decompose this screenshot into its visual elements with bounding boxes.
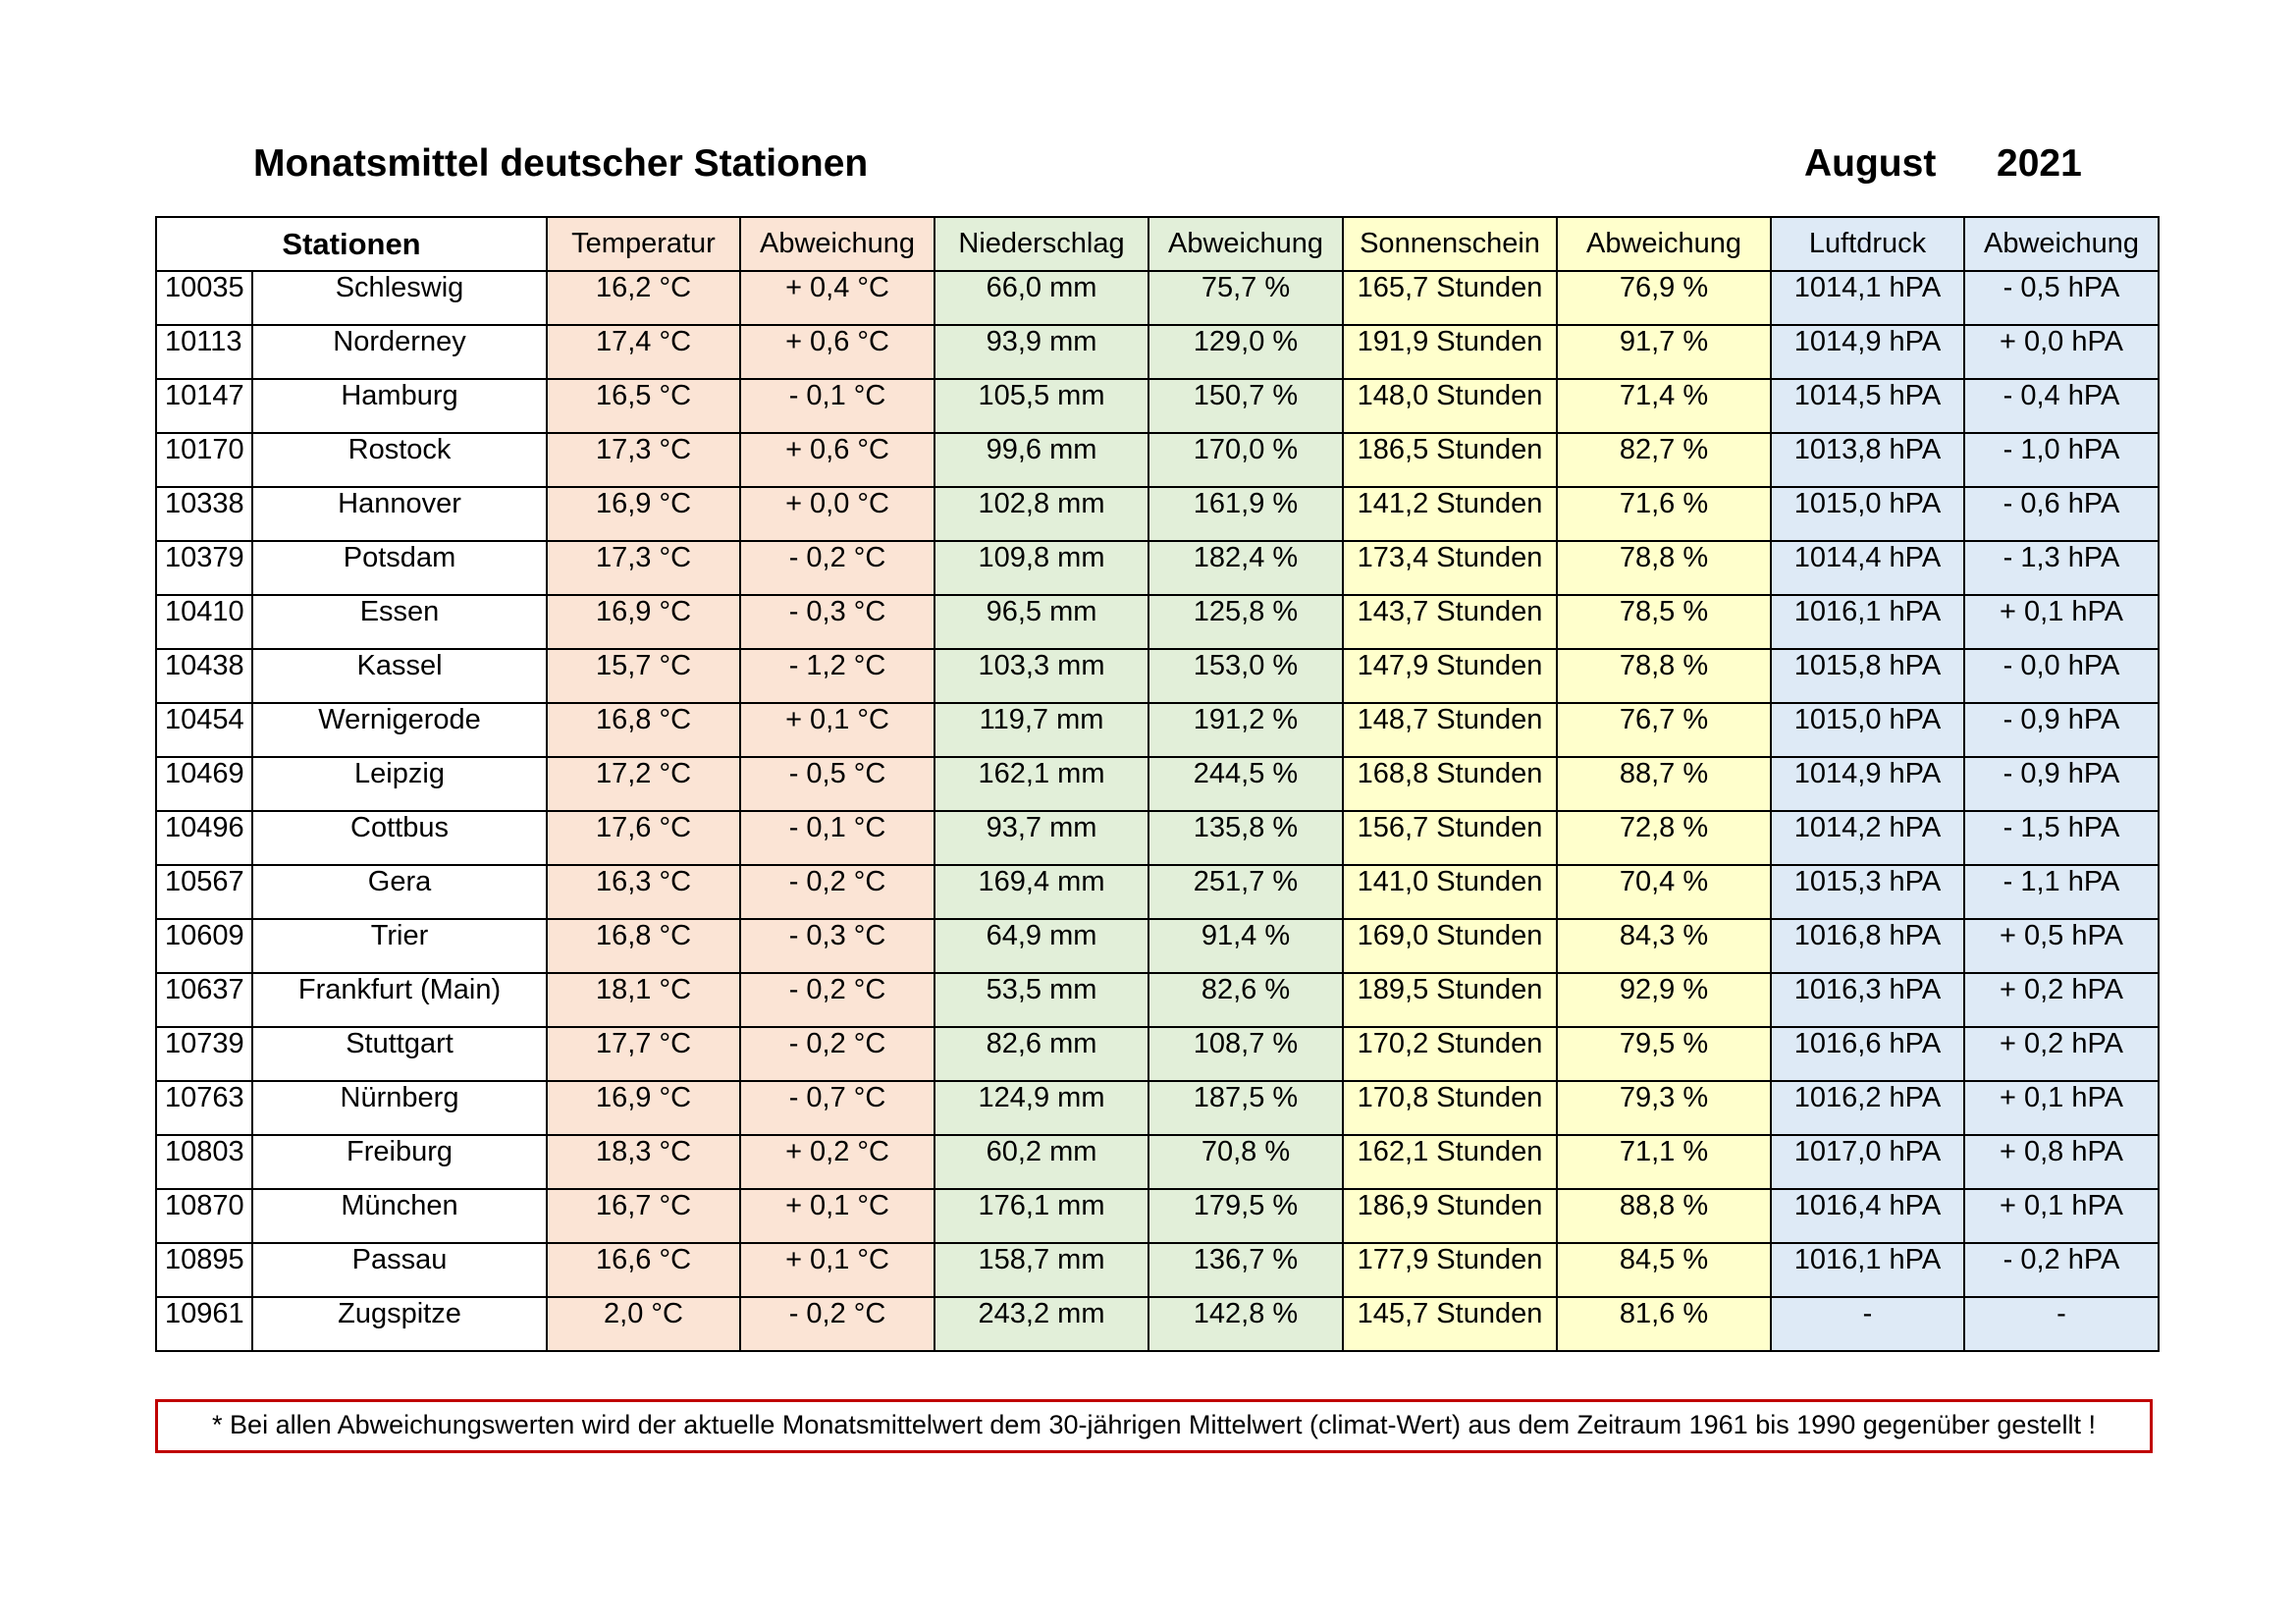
col-header-precipitation: Niederschlag [934,217,1148,271]
station-id: 10609 [156,919,252,973]
temp-deviation-cell: + 0,2 °C [740,1135,934,1189]
sun-deviation-cell: 79,3 % [1557,1081,1771,1135]
precipitation-cell: 60,2 mm [934,1135,1148,1189]
table-row [156,1189,2159,1243]
pressure-deviation-cell: + 0,5 hPA [1964,919,2159,973]
sunshine-cell: 143,7 Stunden [1343,595,1557,649]
station-name: Hamburg [252,379,547,433]
sunshine-cell: 191,9 Stunden [1343,325,1557,379]
table-row [156,649,2159,703]
temperature-cell: 18,1 °C [547,973,740,1027]
sun-deviation-cell: 84,3 % [1557,919,1771,973]
precipitation-cell: 243,2 mm [934,1297,1148,1351]
pressure-cell: 1016,3 hPA [1771,973,1964,1027]
temperature-cell: 17,3 °C [547,433,740,487]
table-row [156,379,2159,433]
pressure-cell: 1014,1 hPA [1771,271,1964,325]
station-id: 10895 [156,1243,252,1297]
col-header-precip-deviation: Abweichung [1148,217,1343,271]
temperature-cell: 17,4 °C [547,325,740,379]
pressure-cell: 1016,1 hPA [1771,595,1964,649]
temp-deviation-cell: - 1,2 °C [740,649,934,703]
temperature-cell: 16,6 °C [547,1243,740,1297]
station-id: 10961 [156,1297,252,1351]
sun-deviation-cell: 70,4 % [1557,865,1771,919]
station-id: 10379 [156,541,252,595]
temp-deviation-cell: - 0,3 °C [740,919,934,973]
temperature-cell: 16,8 °C [547,919,740,973]
station-id: 10410 [156,595,252,649]
station-id: 10637 [156,973,252,1027]
station-name: Trier [252,919,547,973]
table-row [156,811,2159,865]
temp-deviation-cell: + 0,1 °C [740,1243,934,1297]
sun-deviation-cell: 88,7 % [1557,757,1771,811]
pressure-deviation-cell: - 0,6 hPA [1964,487,2159,541]
station-name: Hannover [252,487,547,541]
precipitation-cell: 124,9 mm [934,1081,1148,1135]
temp-deviation-cell: - 0,2 °C [740,1027,934,1081]
precipitation-cell: 169,4 mm [934,865,1148,919]
precipitation-cell: 105,5 mm [934,379,1148,433]
pressure-cell: 1016,4 hPA [1771,1189,1964,1243]
sun-deviation-cell: 84,5 % [1557,1243,1771,1297]
sunshine-cell: 141,2 Stunden [1343,487,1557,541]
table-row [156,1027,2159,1081]
col-header-pressure: Luftdruck [1771,217,1964,271]
sunshine-cell: 165,7 Stunden [1343,271,1557,325]
sunshine-cell: 186,5 Stunden [1343,433,1557,487]
pressure-cell: 1015,3 hPA [1771,865,1964,919]
temp-deviation-cell: + 0,0 °C [740,487,934,541]
sunshine-cell: 145,7 Stunden [1343,1297,1557,1351]
temperature-cell: 16,5 °C [547,379,740,433]
station-id: 10338 [156,487,252,541]
sun-deviation-cell: 81,6 % [1557,1297,1771,1351]
pressure-cell: 1016,1 hPA [1771,1243,1964,1297]
col-header-temp-deviation: Abweichung [740,217,934,271]
sun-deviation-cell: 88,8 % [1557,1189,1771,1243]
station-id: 10147 [156,379,252,433]
table-row [156,973,2159,1027]
station-name: Rostock [252,433,547,487]
table-row [156,865,2159,919]
station-name: Essen [252,595,547,649]
pressure-deviation-cell: + 0,2 hPA [1964,973,2159,1027]
precipitation-cell: 82,6 mm [934,1027,1148,1081]
station-name: Wernigerode [252,703,547,757]
table-row [156,325,2159,379]
precipitation-cell: 162,1 mm [934,757,1148,811]
sunshine-cell: 170,2 Stunden [1343,1027,1557,1081]
temp-deviation-cell: - 0,2 °C [740,973,934,1027]
temperature-cell: 17,7 °C [547,1027,740,1081]
temp-deviation-cell: - 0,2 °C [740,1297,934,1351]
temperature-cell: 16,7 °C [547,1189,740,1243]
pressure-cell: 1017,0 hPA [1771,1135,1964,1189]
table-row [156,1081,2159,1135]
pressure-deviation-cell: - 1,0 hPA [1964,433,2159,487]
table-body [156,271,2159,1351]
pressure-cell: 1016,6 hPA [1771,1027,1964,1081]
station-id: 10454 [156,703,252,757]
table-row [156,1243,2159,1297]
precipitation-cell: 66,0 mm [934,271,1148,325]
temperature-cell: 17,2 °C [547,757,740,811]
temperature-cell: 18,3 °C [547,1135,740,1189]
precipitation-cell: 176,1 mm [934,1189,1148,1243]
precipitation-cell: 64,9 mm [934,919,1148,973]
station-name: Frankfurt (Main) [252,973,547,1027]
sunshine-cell: 156,7 Stunden [1343,811,1557,865]
precipitation-cell: 102,8 mm [934,487,1148,541]
sun-deviation-cell: 79,5 % [1557,1027,1771,1081]
report-month: August [1804,142,1937,185]
pressure-cell: 1014,9 hPA [1771,757,1964,811]
station-name: Kassel [252,649,547,703]
pressure-deviation-cell: - 0,9 hPA [1964,703,2159,757]
col-header-pressure-deviation: Abweichung [1964,217,2159,271]
precip-deviation-cell: 170,0 % [1148,433,1343,487]
precip-deviation-cell: 125,8 % [1148,595,1343,649]
station-id: 10496 [156,811,252,865]
pressure-deviation-cell: - 0,9 hPA [1964,757,2159,811]
temp-deviation-cell: - 0,1 °C [740,379,934,433]
precip-deviation-cell: 91,4 % [1148,919,1343,973]
precip-deviation-cell: 179,5 % [1148,1189,1343,1243]
sunshine-cell: 148,0 Stunden [1343,379,1557,433]
station-name: München [252,1189,547,1243]
station-name: Passau [252,1243,547,1297]
sunshine-cell: 168,8 Stunden [1343,757,1557,811]
station-id: 10870 [156,1189,252,1243]
temperature-cell: 2,0 °C [547,1297,740,1351]
station-name: Stuttgart [252,1027,547,1081]
table-row [156,919,2159,973]
pressure-deviation-cell: - 0,5 hPA [1964,271,2159,325]
precipitation-cell: 93,9 mm [934,325,1148,379]
temp-deviation-cell: - 0,2 °C [740,541,934,595]
station-table [155,216,2160,1352]
precipitation-cell: 96,5 mm [934,595,1148,649]
sun-deviation-cell: 71,4 % [1557,379,1771,433]
precipitation-cell: 103,3 mm [934,649,1148,703]
station-id: 10803 [156,1135,252,1189]
table-row [156,1135,2159,1189]
pressure-deviation-cell: + 0,1 hPA [1964,595,2159,649]
station-name: Schleswig [252,271,547,325]
pressure-deviation-cell: - 1,5 hPA [1964,811,2159,865]
pressure-deviation-cell: - 0,2 hPA [1964,1243,2159,1297]
precip-deviation-cell: 70,8 % [1148,1135,1343,1189]
station-id: 10438 [156,649,252,703]
temp-deviation-cell: - 0,5 °C [740,757,934,811]
temperature-cell: 16,2 °C [547,271,740,325]
station-name: Norderney [252,325,547,379]
pressure-deviation-cell: - 1,3 hPA [1964,541,2159,595]
sun-deviation-cell: 78,8 % [1557,541,1771,595]
table-row [156,271,2159,325]
precip-deviation-cell: 136,7 % [1148,1243,1343,1297]
station-id: 10469 [156,757,252,811]
precip-deviation-cell: 75,7 % [1148,271,1343,325]
pressure-cell: 1014,5 hPA [1771,379,1964,433]
sunshine-cell: 170,8 Stunden [1343,1081,1557,1135]
pressure-cell: 1015,0 hPA [1771,487,1964,541]
sunshine-cell: 141,0 Stunden [1343,865,1557,919]
pressure-cell: 1015,0 hPA [1771,703,1964,757]
sunshine-cell: 147,9 Stunden [1343,649,1557,703]
station-name: Freiburg [252,1135,547,1189]
col-header-stations: Stationen [156,217,547,271]
station-id: 10763 [156,1081,252,1135]
station-name: Potsdam [252,541,547,595]
pressure-deviation-cell: + 0,0 hPA [1964,325,2159,379]
temperature-cell: 15,7 °C [547,649,740,703]
precip-deviation-cell: 244,5 % [1148,757,1343,811]
sun-deviation-cell: 76,7 % [1557,703,1771,757]
pressure-cell: 1016,2 hPA [1771,1081,1964,1135]
precip-deviation-cell: 129,0 % [1148,325,1343,379]
precip-deviation-cell: 187,5 % [1148,1081,1343,1135]
precipitation-cell: 158,7 mm [934,1243,1148,1297]
pressure-cell: 1015,8 hPA [1771,649,1964,703]
pressure-cell: 1014,4 hPA [1771,541,1964,595]
sun-deviation-cell: 78,5 % [1557,595,1771,649]
sunshine-cell: 189,5 Stunden [1343,973,1557,1027]
sunshine-cell: 177,9 Stunden [1343,1243,1557,1297]
sun-deviation-cell: 91,7 % [1557,325,1771,379]
station-id: 10567 [156,865,252,919]
station-id: 10170 [156,433,252,487]
temp-deviation-cell: + 0,6 °C [740,325,934,379]
sunshine-cell: 162,1 Stunden [1343,1135,1557,1189]
sun-deviation-cell: 92,9 % [1557,973,1771,1027]
page-title: Monatsmittel deutscher Stationen [253,142,869,185]
pressure-cell: 1014,2 hPA [1771,811,1964,865]
precip-deviation-cell: 135,8 % [1148,811,1343,865]
station-name: Gera [252,865,547,919]
precipitation-cell: 53,5 mm [934,973,1148,1027]
pressure-cell: 1013,8 hPA [1771,433,1964,487]
sun-deviation-cell: 76,9 % [1557,271,1771,325]
col-header-sun-deviation: Abweichung [1557,217,1771,271]
temp-deviation-cell: + 0,1 °C [740,703,934,757]
sun-deviation-cell: 78,8 % [1557,649,1771,703]
pressure-cell: 1016,8 hPA [1771,919,1964,973]
sun-deviation-cell: 82,7 % [1557,433,1771,487]
footnote-box [155,1399,2153,1453]
sunshine-cell: 186,9 Stunden [1343,1189,1557,1243]
station-name: Zugspitze [252,1297,547,1351]
sunshine-cell: 148,7 Stunden [1343,703,1557,757]
col-header-sunshine: Sonnenschein [1343,217,1557,271]
sunshine-cell: 173,4 Stunden [1343,541,1557,595]
temp-deviation-cell: + 0,6 °C [740,433,934,487]
temp-deviation-cell: - 0,1 °C [740,811,934,865]
pressure-deviation-cell: + 0,2 hPA [1964,1027,2159,1081]
pressure-deviation-cell: + 0,8 hPA [1964,1135,2159,1189]
temperature-cell: 16,9 °C [547,1081,740,1135]
sunshine-cell: 169,0 Stunden [1343,919,1557,973]
precip-deviation-cell: 150,7 % [1148,379,1343,433]
precip-deviation-cell: 153,0 % [1148,649,1343,703]
sun-deviation-cell: 71,6 % [1557,487,1771,541]
precipitation-cell: 93,7 mm [934,811,1148,865]
temperature-cell: 16,9 °C [547,595,740,649]
sun-deviation-cell: 71,1 % [1557,1135,1771,1189]
station-name: Nürnberg [252,1081,547,1135]
station-id: 10739 [156,1027,252,1081]
table-row [156,757,2159,811]
temp-deviation-cell: - 0,7 °C [740,1081,934,1135]
station-name: Leipzig [252,757,547,811]
temperature-cell: 16,3 °C [547,865,740,919]
station-id: 10035 [156,271,252,325]
temperature-cell: 17,6 °C [547,811,740,865]
temp-deviation-cell: + 0,4 °C [740,271,934,325]
pressure-deviation-cell: - 1,1 hPA [1964,865,2159,919]
precipitation-cell: 119,7 mm [934,703,1148,757]
precip-deviation-cell: 182,4 % [1148,541,1343,595]
temperature-cell: 16,8 °C [547,703,740,757]
table-row [156,487,2159,541]
pressure-cell: - [1771,1297,1964,1351]
table-row [156,1297,2159,1351]
precip-deviation-cell: 161,9 % [1148,487,1343,541]
precip-deviation-cell: 142,8 % [1148,1297,1343,1351]
precip-deviation-cell: 251,7 % [1148,865,1343,919]
sun-deviation-cell: 72,8 % [1557,811,1771,865]
temp-deviation-cell: + 0,1 °C [740,1189,934,1243]
pressure-cell: 1014,9 hPA [1771,325,1964,379]
precipitation-cell: 109,8 mm [934,541,1148,595]
pressure-deviation-cell: + 0,1 hPA [1964,1189,2159,1243]
station-name: Cottbus [252,811,547,865]
table-row [156,433,2159,487]
report-year: 2021 [1997,142,2082,185]
table-row [156,541,2159,595]
table-header-row [156,217,2159,271]
footnote-text: * Bei allen Abweichungswerten wird der aktuelle Monatsmittelwert dem 30-jährigen Mittelwert (climat-Wert) aus dem Zeitraum 1961 bis 1990 gegenüber gestellt ! [212,1410,2096,1439]
station-id: 10113 [156,325,252,379]
table-row [156,595,2159,649]
table-row [156,703,2159,757]
temp-deviation-cell: - 0,3 °C [740,595,934,649]
precip-deviation-cell: 108,7 % [1148,1027,1343,1081]
temperature-cell: 16,9 °C [547,487,740,541]
temperature-cell: 17,3 °C [547,541,740,595]
pressure-deviation-cell: - 0,0 hPA [1964,649,2159,703]
pressure-deviation-cell: - 0,4 hPA [1964,379,2159,433]
pressure-deviation-cell: - [1964,1297,2159,1351]
col-header-temperature: Temperatur [547,217,740,271]
precip-deviation-cell: 82,6 % [1148,973,1343,1027]
precip-deviation-cell: 191,2 % [1148,703,1343,757]
pressure-deviation-cell: + 0,1 hPA [1964,1081,2159,1135]
precipitation-cell: 99,6 mm [934,433,1148,487]
temp-deviation-cell: - 0,2 °C [740,865,934,919]
